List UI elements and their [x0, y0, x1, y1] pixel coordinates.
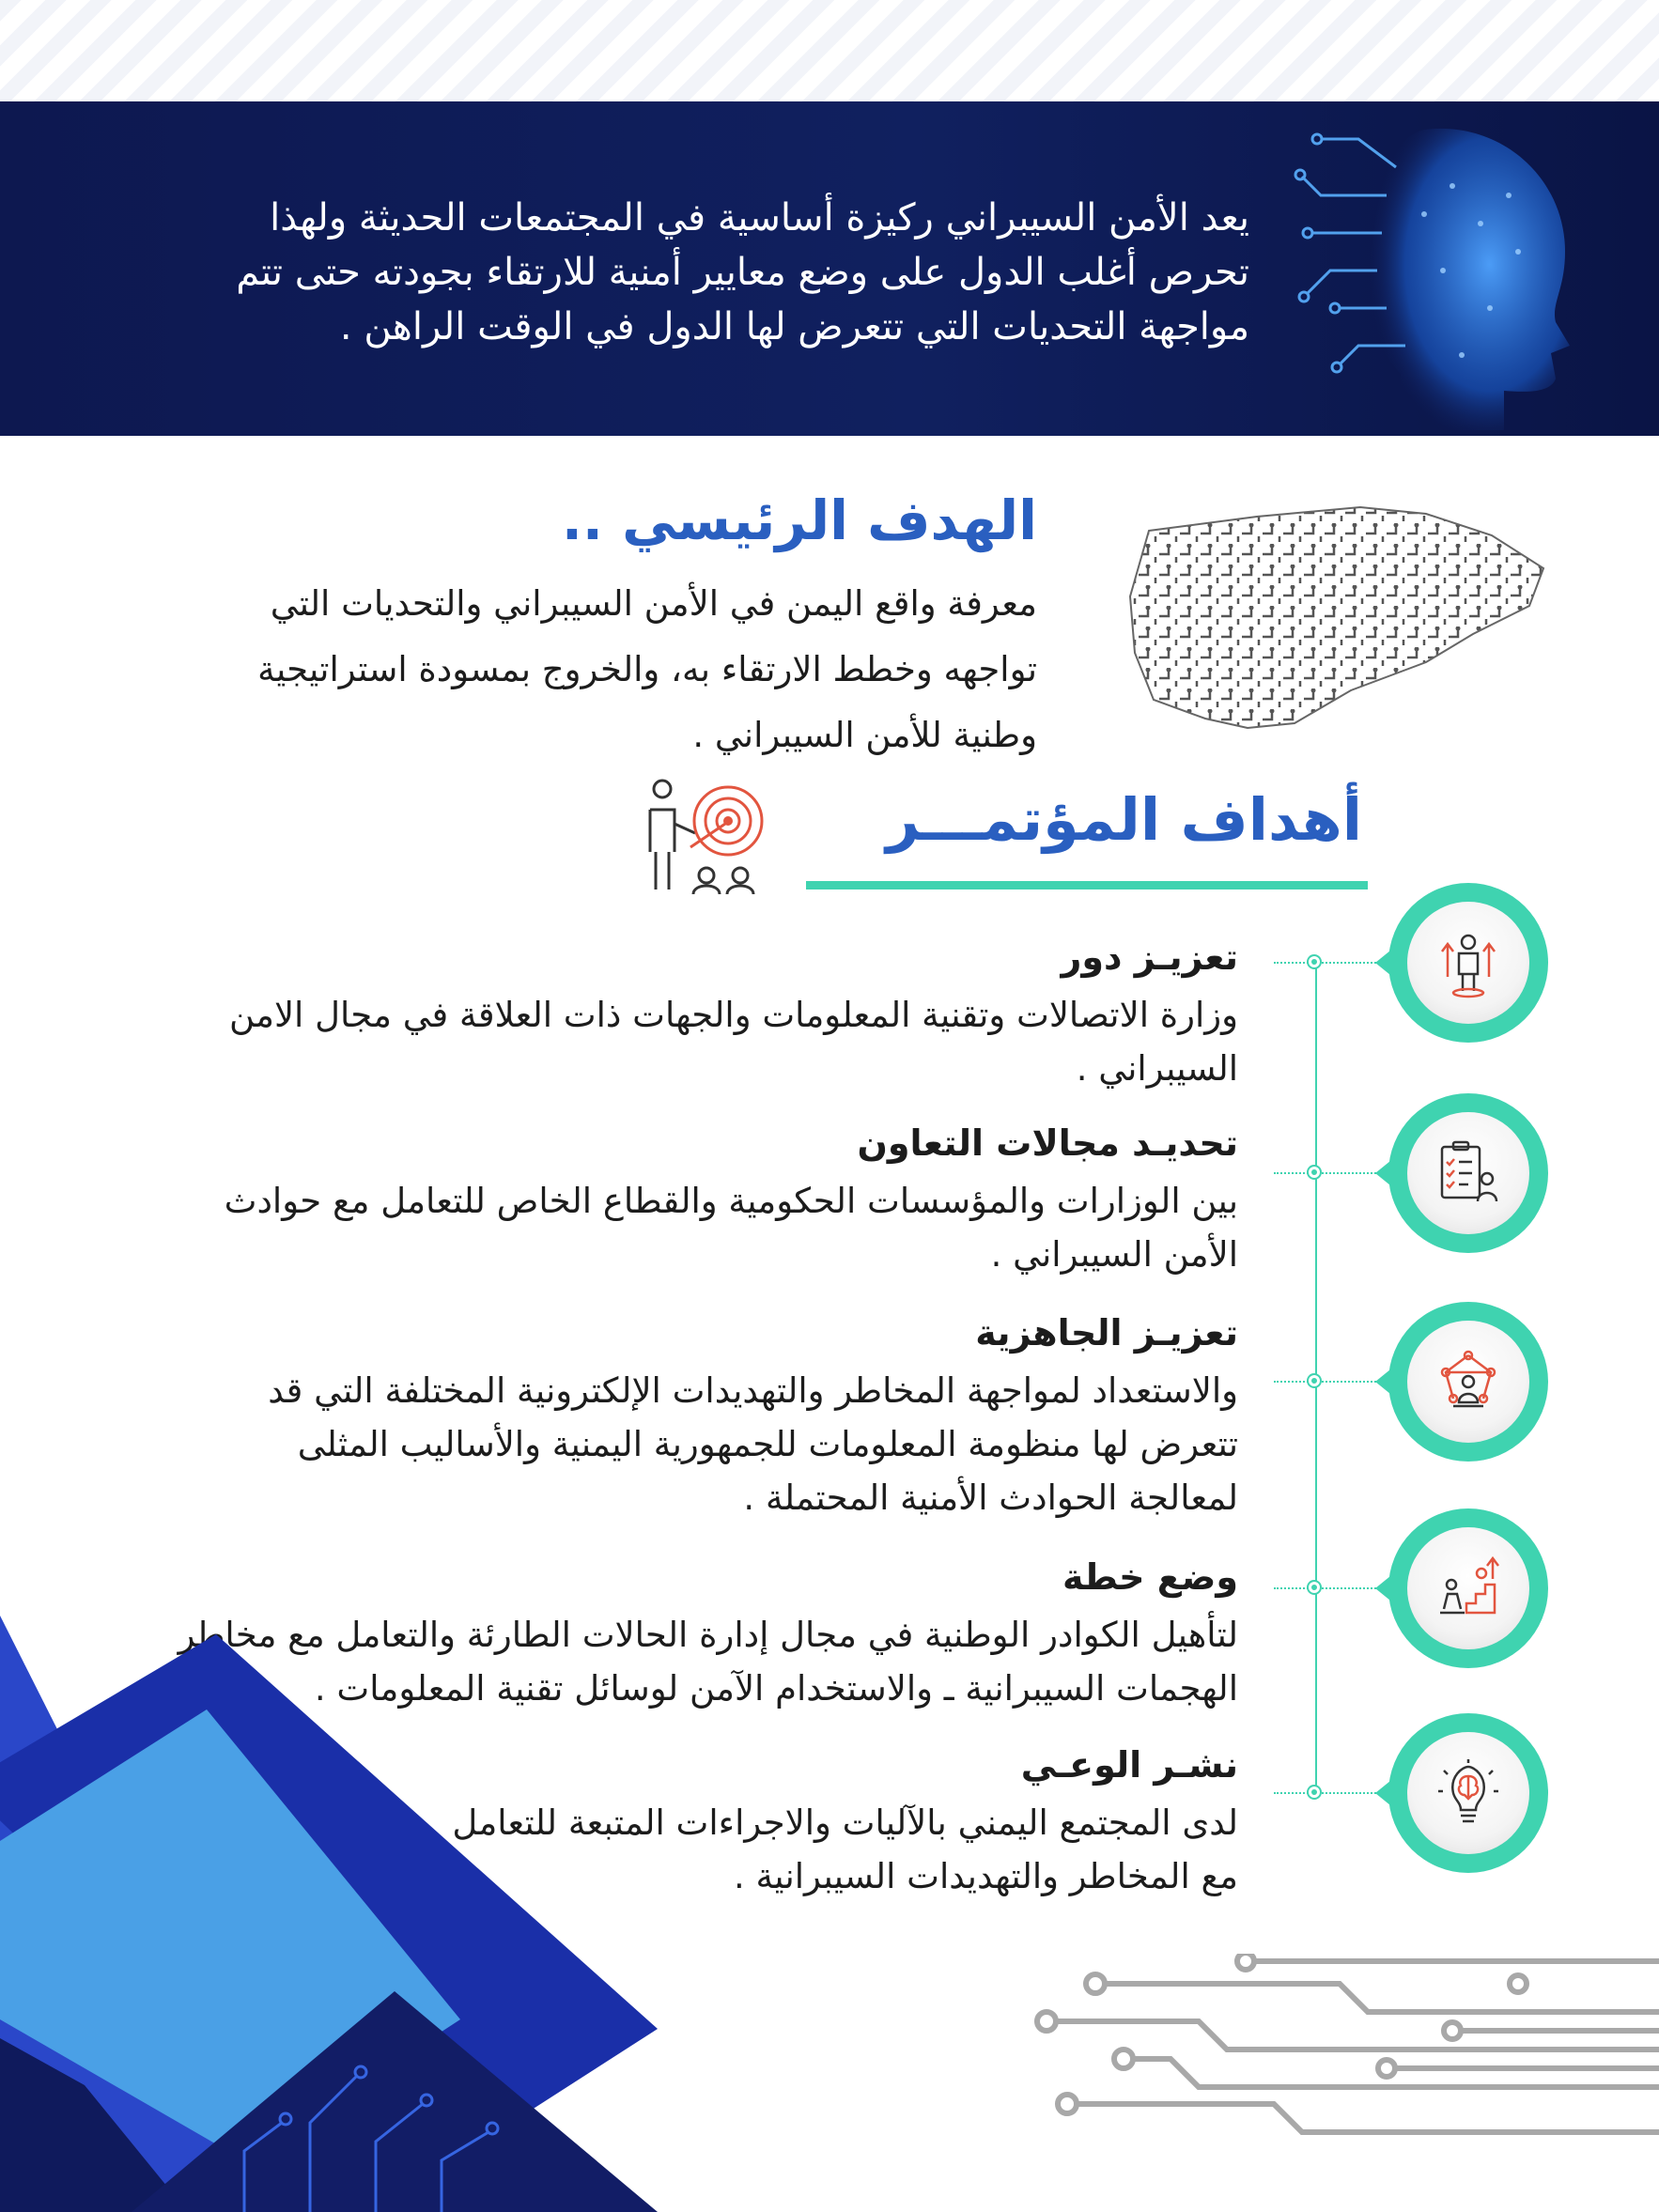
decorative-shapes	[0, 1597, 658, 2212]
goal-icon-circle	[1388, 1093, 1548, 1253]
goal-title: نشـر الوعـي	[1020, 1744, 1238, 1786]
goal-line: الأمن السيبراني .	[990, 1234, 1238, 1275]
goal-item	[73, 1307, 1238, 1524]
goal-title: تعزيـز الجاهزية	[975, 1312, 1238, 1353]
banner-line: يعد الأمن السيبراني ركيزة أساسية في المجتمعات الحديثة ولهذا	[270, 196, 1249, 240]
main-goal-line: معرفة واقع اليمن في الأمن السيبراني والتحديات التي	[270, 583, 1037, 624]
checklist-icon	[1431, 1136, 1506, 1211]
main-goal-title: الهدف الرئيسي ..	[561, 488, 1037, 552]
person-growth-icon	[1431, 925, 1506, 1000]
goal-line: لتأهيل الكوادر الوطنية في مجال إدارة الحالات الطارئة والتعامل مع مخاطر	[178, 1615, 1238, 1655]
timeline-connector	[1274, 1587, 1387, 1589]
goal-line: مع المخاطر والتهديدات السيبرانية .	[733, 1856, 1238, 1896]
header-stripes	[0, 0, 1659, 101]
goal-icon-circle	[1388, 883, 1548, 1043]
timeline-dot	[1307, 1165, 1322, 1180]
goal-title: تعزيـز دور	[1061, 936, 1238, 978]
goal-line: لدى المجتمع اليمني بالآليات والاجراءات المتبعة للتعامل	[452, 1802, 1238, 1843]
banner-line: مواجهة التحديات التي تتعرض لها الدول في الوقت الراهن .	[339, 305, 1249, 348]
main-goal-text	[192, 571, 1037, 768]
intro-banner	[0, 101, 1659, 436]
timeline-connector	[1274, 1381, 1387, 1383]
banner-text	[216, 191, 1249, 354]
title-underline	[806, 881, 1368, 889]
goal-icon-circle	[1388, 1508, 1548, 1668]
goal-line: لمعالجة الحوادث الأمنية المحتملة .	[743, 1477, 1238, 1518]
timeline-dot	[1307, 1580, 1322, 1595]
goal-line: السيبراني .	[1076, 1048, 1238, 1089]
timeline-dot	[1307, 1373, 1322, 1388]
main-goal-line: تواجهه وخطط الارتقاء به، والخروج بمسودة استراتيجية	[257, 649, 1037, 689]
timeline-connector	[1274, 1792, 1387, 1794]
timeline-connector	[1274, 1172, 1387, 1174]
banner-line: تحرص أغلب الدول على وضع معايير أمنية للارتقاء بجودته حتى تتم	[236, 251, 1249, 294]
timeline-dot	[1307, 954, 1322, 969]
decorative-circuit	[1030, 1954, 1659, 2151]
goal-line: بين الوزارات والمؤسسات الحكومية والقطاع الخاص للتعامل مع حوادث	[224, 1181, 1238, 1221]
stairs-goal-icon	[1431, 1551, 1506, 1626]
network-person-icon	[1431, 1344, 1506, 1419]
yemen-map-icon	[1116, 503, 1558, 737]
goal-line: وزارة الاتصالات وتقنية المعلومات والجهات ذات العلاقة في مجال الامن	[228, 995, 1238, 1035]
timeline-dot	[1307, 1785, 1322, 1800]
goal-icon-circle	[1388, 1302, 1548, 1462]
goal-line: الهجمات السيبرانية ـ والاستخدام الآمن لوسائل تقنية المعلومات .	[314, 1668, 1238, 1709]
goal-line: تتعرض لها منظومة المعلومات للجمهورية اليمنية والأساليب المثلى	[297, 1424, 1238, 1464]
conference-goals-title: أهداف المؤتمـــر	[886, 785, 1362, 854]
goal-item	[73, 932, 1238, 1095]
ai-head-icon	[1283, 111, 1593, 430]
goal-icon-circle	[1388, 1713, 1548, 1873]
goal-title: وضع خطة	[1062, 1556, 1238, 1598]
goal-title: تحديـد مجالات التعاون	[857, 1122, 1238, 1164]
main-goal-line: وطنية للأمن السيبراني .	[692, 715, 1037, 755]
goal-line: والاستعداد لمواجهة المخاطر والتهديدات الإلكترونية المختلفة التي قد	[268, 1370, 1238, 1411]
lightbulb-brain-icon	[1431, 1756, 1506, 1831]
goal-item	[73, 1118, 1238, 1281]
strategy-target-icon	[639, 772, 780, 894]
timeline-connector	[1274, 962, 1387, 964]
